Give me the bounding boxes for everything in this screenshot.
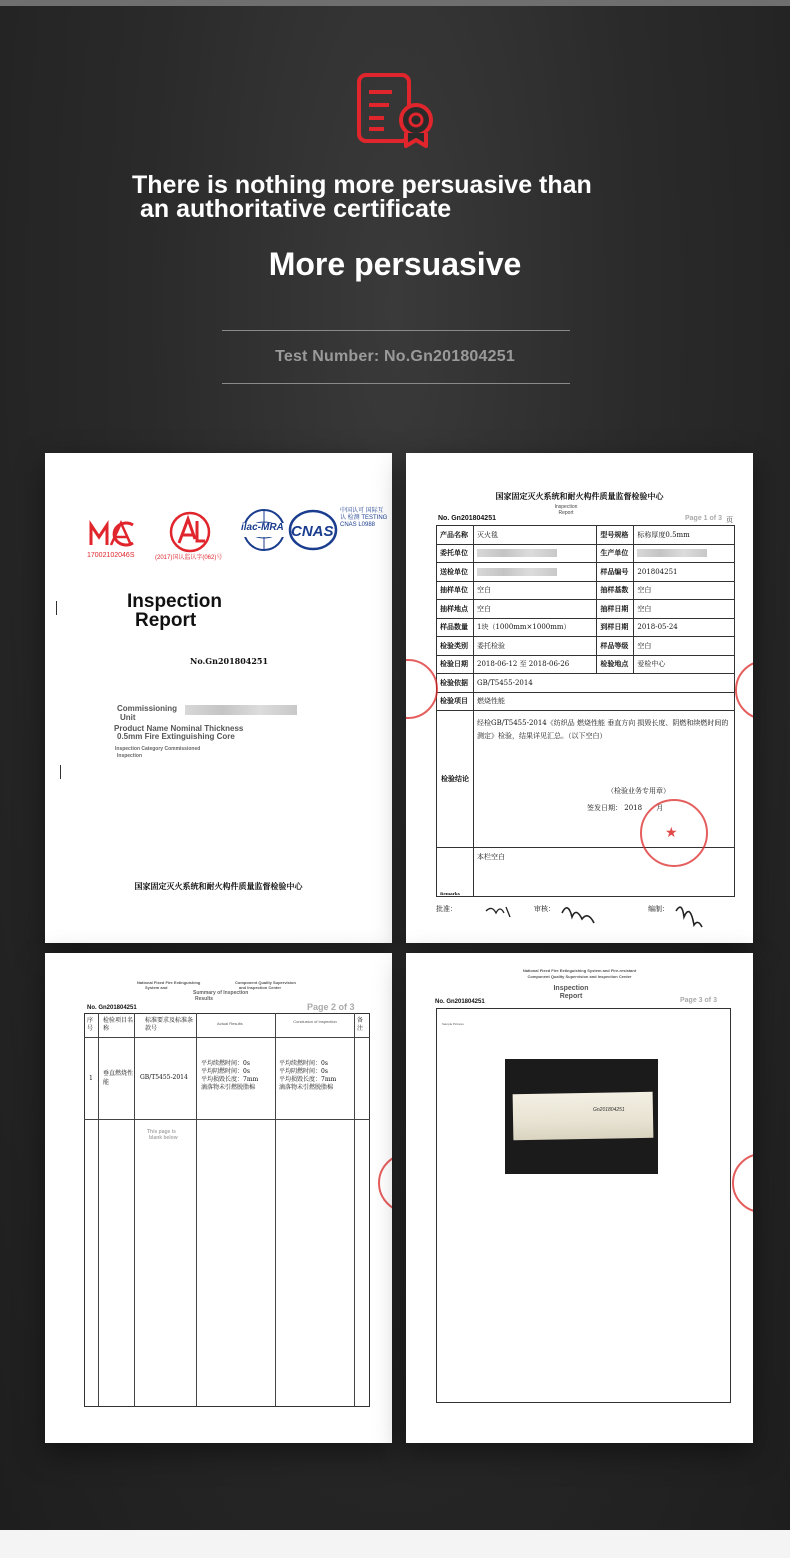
info-row [437,526,735,545]
info-label: 检验地点 [597,655,634,674]
ilac-mra-text: ilac-MRA [241,522,284,533]
col-remark: 备注 [357,1017,364,1032]
conclusion-line: 平均续燃时间：0s [279,1060,328,1067]
remarks-value: 本栏空白 [474,848,735,897]
cnas-text: 中国认可 国际互认 检测 TESTING CNAS L0988 [340,508,388,528]
info-row [437,655,735,674]
seal-star-icon: ★ [665,824,678,840]
info-value: 2018-06-12 至 2018-06-26 [474,655,597,674]
blank-note-line1: This page is [147,1129,176,1135]
cover-title-line2: Report [135,610,197,631]
svg-text:CNAS: CNAS [291,523,334,540]
actual-line: 平均阴燃时间：0s [201,1068,250,1075]
page1-subtitle2: Report [558,510,574,516]
issue-month: 月 [656,804,664,812]
info-label: 产品名称 [437,526,474,545]
row-conclusion [279,1060,336,1092]
info-value: 空白 [634,581,735,600]
info-value: 2018-05-24 [634,618,735,637]
cover-unit-label: Unit [120,713,136,722]
divider-top [222,330,570,331]
item-label: 检验项目 [437,692,474,711]
partial-seal-right [735,660,753,720]
info-label: 抽样单位 [437,581,474,600]
certificate-icon [356,72,436,148]
cma-number: 17002102046S [87,552,135,559]
info-row [437,600,735,619]
page2-header-right2: and Inspection Center [239,985,282,990]
issue-year: 2018 [624,804,643,812]
info-value: 灭火毯 [474,526,597,545]
conclusion-line: 平均损毁长度：7mm [279,1076,337,1083]
page1-page-indicator: Page 1 of 3 [685,515,722,522]
info-value: 1块（1000mm×1000mm） [474,618,597,637]
scan-mark [60,765,61,779]
redacted-field [477,568,557,576]
info-row [437,637,735,656]
page1-org: 国家固定灭火系统和耐火构件质量监督检验中心 [495,492,664,501]
info-label: 送检单位 [437,563,474,582]
report-page2-card[interactable] [45,953,392,1443]
top-bar [0,0,790,6]
review-label: 审核： [534,906,555,913]
page2-summary1: Summary of Inspection [193,990,249,996]
info-label: 抽样地点 [437,600,474,619]
info-row [437,618,735,637]
info-label: 型号规格 [597,526,634,545]
info-value: 空白 [474,600,597,619]
info-label: 样品编号 [597,563,634,582]
info-value: 空白 [634,637,735,656]
info-label: 委托单位 [437,544,474,563]
row-actual [201,1060,258,1092]
item-value: 燃烧性能 [474,692,735,711]
cover-product-line2: 0.5mm Fire Extinguishing Core [117,732,235,741]
row-number: 1 [89,1075,93,1082]
page2-header-left1: National Fixed Fire Extinguishing [137,980,201,985]
page1-page-suffix: 页 [726,517,733,524]
page2-header-right1: Component Quality Supervision [235,980,296,985]
actual-line: 滴落物未引燃脱脂棉 [201,1084,256,1091]
info-row [437,581,735,600]
col-standard: 标准要求及标准条款号 [145,1017,194,1032]
headline [132,173,692,221]
info-label: 到样日期 [597,618,634,637]
sample-tag: Gn201804251 [593,1107,625,1113]
page2-page-indicator: Page 2 of 3 [307,1002,355,1012]
info-label: 生产单位 [597,544,634,563]
info-label: 抽样日期 [597,600,634,619]
cover-footer-org: 国家固定灭火系统和耐火构件质量监督检验中心 [134,882,303,891]
info-label: 检验日期 [437,655,474,674]
info-row [437,563,735,582]
info-value: 爱检中心 [634,655,735,674]
actual-line: 平均损毁长度：7mm [201,1076,259,1083]
col-conclusion: Conclusion of Inspection [293,1019,337,1024]
remarks-label: Remarks [437,848,474,897]
info-label: 样品等级 [597,637,634,656]
row-item: 垂直燃烧性能 [103,1070,134,1086]
cal-number: (2017)国认监认字(062)号 [155,555,223,561]
redacted-field [477,549,557,557]
cover-category-line2: Inspection [117,753,143,759]
info-row [437,544,735,563]
sample-label: Sample Pictures [442,1022,464,1026]
partial-seal-right [378,1153,392,1213]
info-value [474,544,597,563]
info-value: 委托检验 [474,637,597,656]
cover-category-line1: Inspection Category Commissioned [115,746,201,752]
basis-label: 检验依据 [437,674,474,693]
page3-report-number: No. Gn201804251 [435,999,485,1005]
info-value: 201804251 [634,563,735,582]
col-actual: Actual Results [217,1021,243,1026]
conclusion-label: 检验结论 [437,711,474,848]
cover-report-number: No.Gn201804251 [190,656,269,666]
info-label: 抽样基数 [597,581,634,600]
conclusion-text: 经检GB/T5455-2014《纺织品 燃烧性能 垂直方向 损毁长度、阴燃和续燃时间的测定》检验，结果详见汇总。（以下空白） [477,719,729,740]
cover-title-line1: Inspection [127,591,223,612]
cover-product-line1: Product Name Nominal Thickness [114,724,244,733]
report-page1-card[interactable] [406,453,753,943]
cma-logo-icon [87,519,141,549]
scan-mark [56,601,57,615]
cnas-logo-icon [288,509,338,551]
page3-header1: National Fixed Fire Extinguishing System and Fire-resistant [522,968,637,973]
info-value: 标称厚度0.5mm [634,526,735,545]
report-page3-card[interactable] [406,953,753,1443]
page3-subtitle2: Report [559,993,583,1000]
col-item: 检验项目名称 [103,1017,134,1032]
actual-line: 平均续燃时间：0s [201,1060,250,1067]
page2-report-number: No. Gn201804251 [87,1005,137,1011]
redacted-commissioning-unit [185,705,297,715]
col-no: 序号 [87,1017,94,1032]
signature-icon [476,893,736,933]
info-value [474,563,597,582]
approve-label: 批准： [436,906,457,913]
sample-fabric [513,1092,654,1140]
sample-photo [505,1059,658,1174]
issue-label: 签发日期： [587,804,622,812]
divider-bottom [222,383,570,384]
page1-subtitle1: Inspection [554,504,578,510]
page3-page-indicator: Page 3 of 3 [680,997,717,1004]
blank-note-line2: blank below [149,1135,178,1141]
page1-report-number: No. Gn201804251 [438,515,496,522]
cover-page-card[interactable] [45,453,392,943]
info-value [634,544,735,563]
cover-commissioning-label: Commissioning [117,704,178,713]
prepared-label: 编制： [648,906,669,913]
page2-summary2: Results [195,996,214,1002]
info-label: 样品数量 [437,618,474,637]
cal-logo-icon [167,511,213,553]
basis-value: GB/T5455-2014 [474,674,735,693]
headline-line1: There is nothing more persuasive than [132,171,592,199]
redacted-field [637,549,707,557]
partial-seal-left [406,659,438,719]
conclusion-line: 滴落物未引燃脱脂棉 [279,1084,334,1091]
info-label: 检验类别 [437,637,474,656]
page2-header-left2: System and [145,985,168,990]
conclusion-line: 平均阴燃时间：0s [279,1068,328,1075]
test-number: Test Number: No.Gn201804251 [275,348,515,365]
subheadline: More persuasive [268,246,522,282]
page3-header2: Component Quality Supervision and Inspection Center [527,974,632,979]
row-standard: GB/T5455-2014 [140,1074,188,1081]
seal-text: （检验业务专用章） [607,787,670,795]
info-value: 空白 [474,581,597,600]
info-value: 空白 [634,600,735,619]
partial-seal-right [732,1153,753,1213]
headline-line2: an authoritative certificate [140,195,452,223]
page3-subtitle1: Inspection [553,985,589,992]
